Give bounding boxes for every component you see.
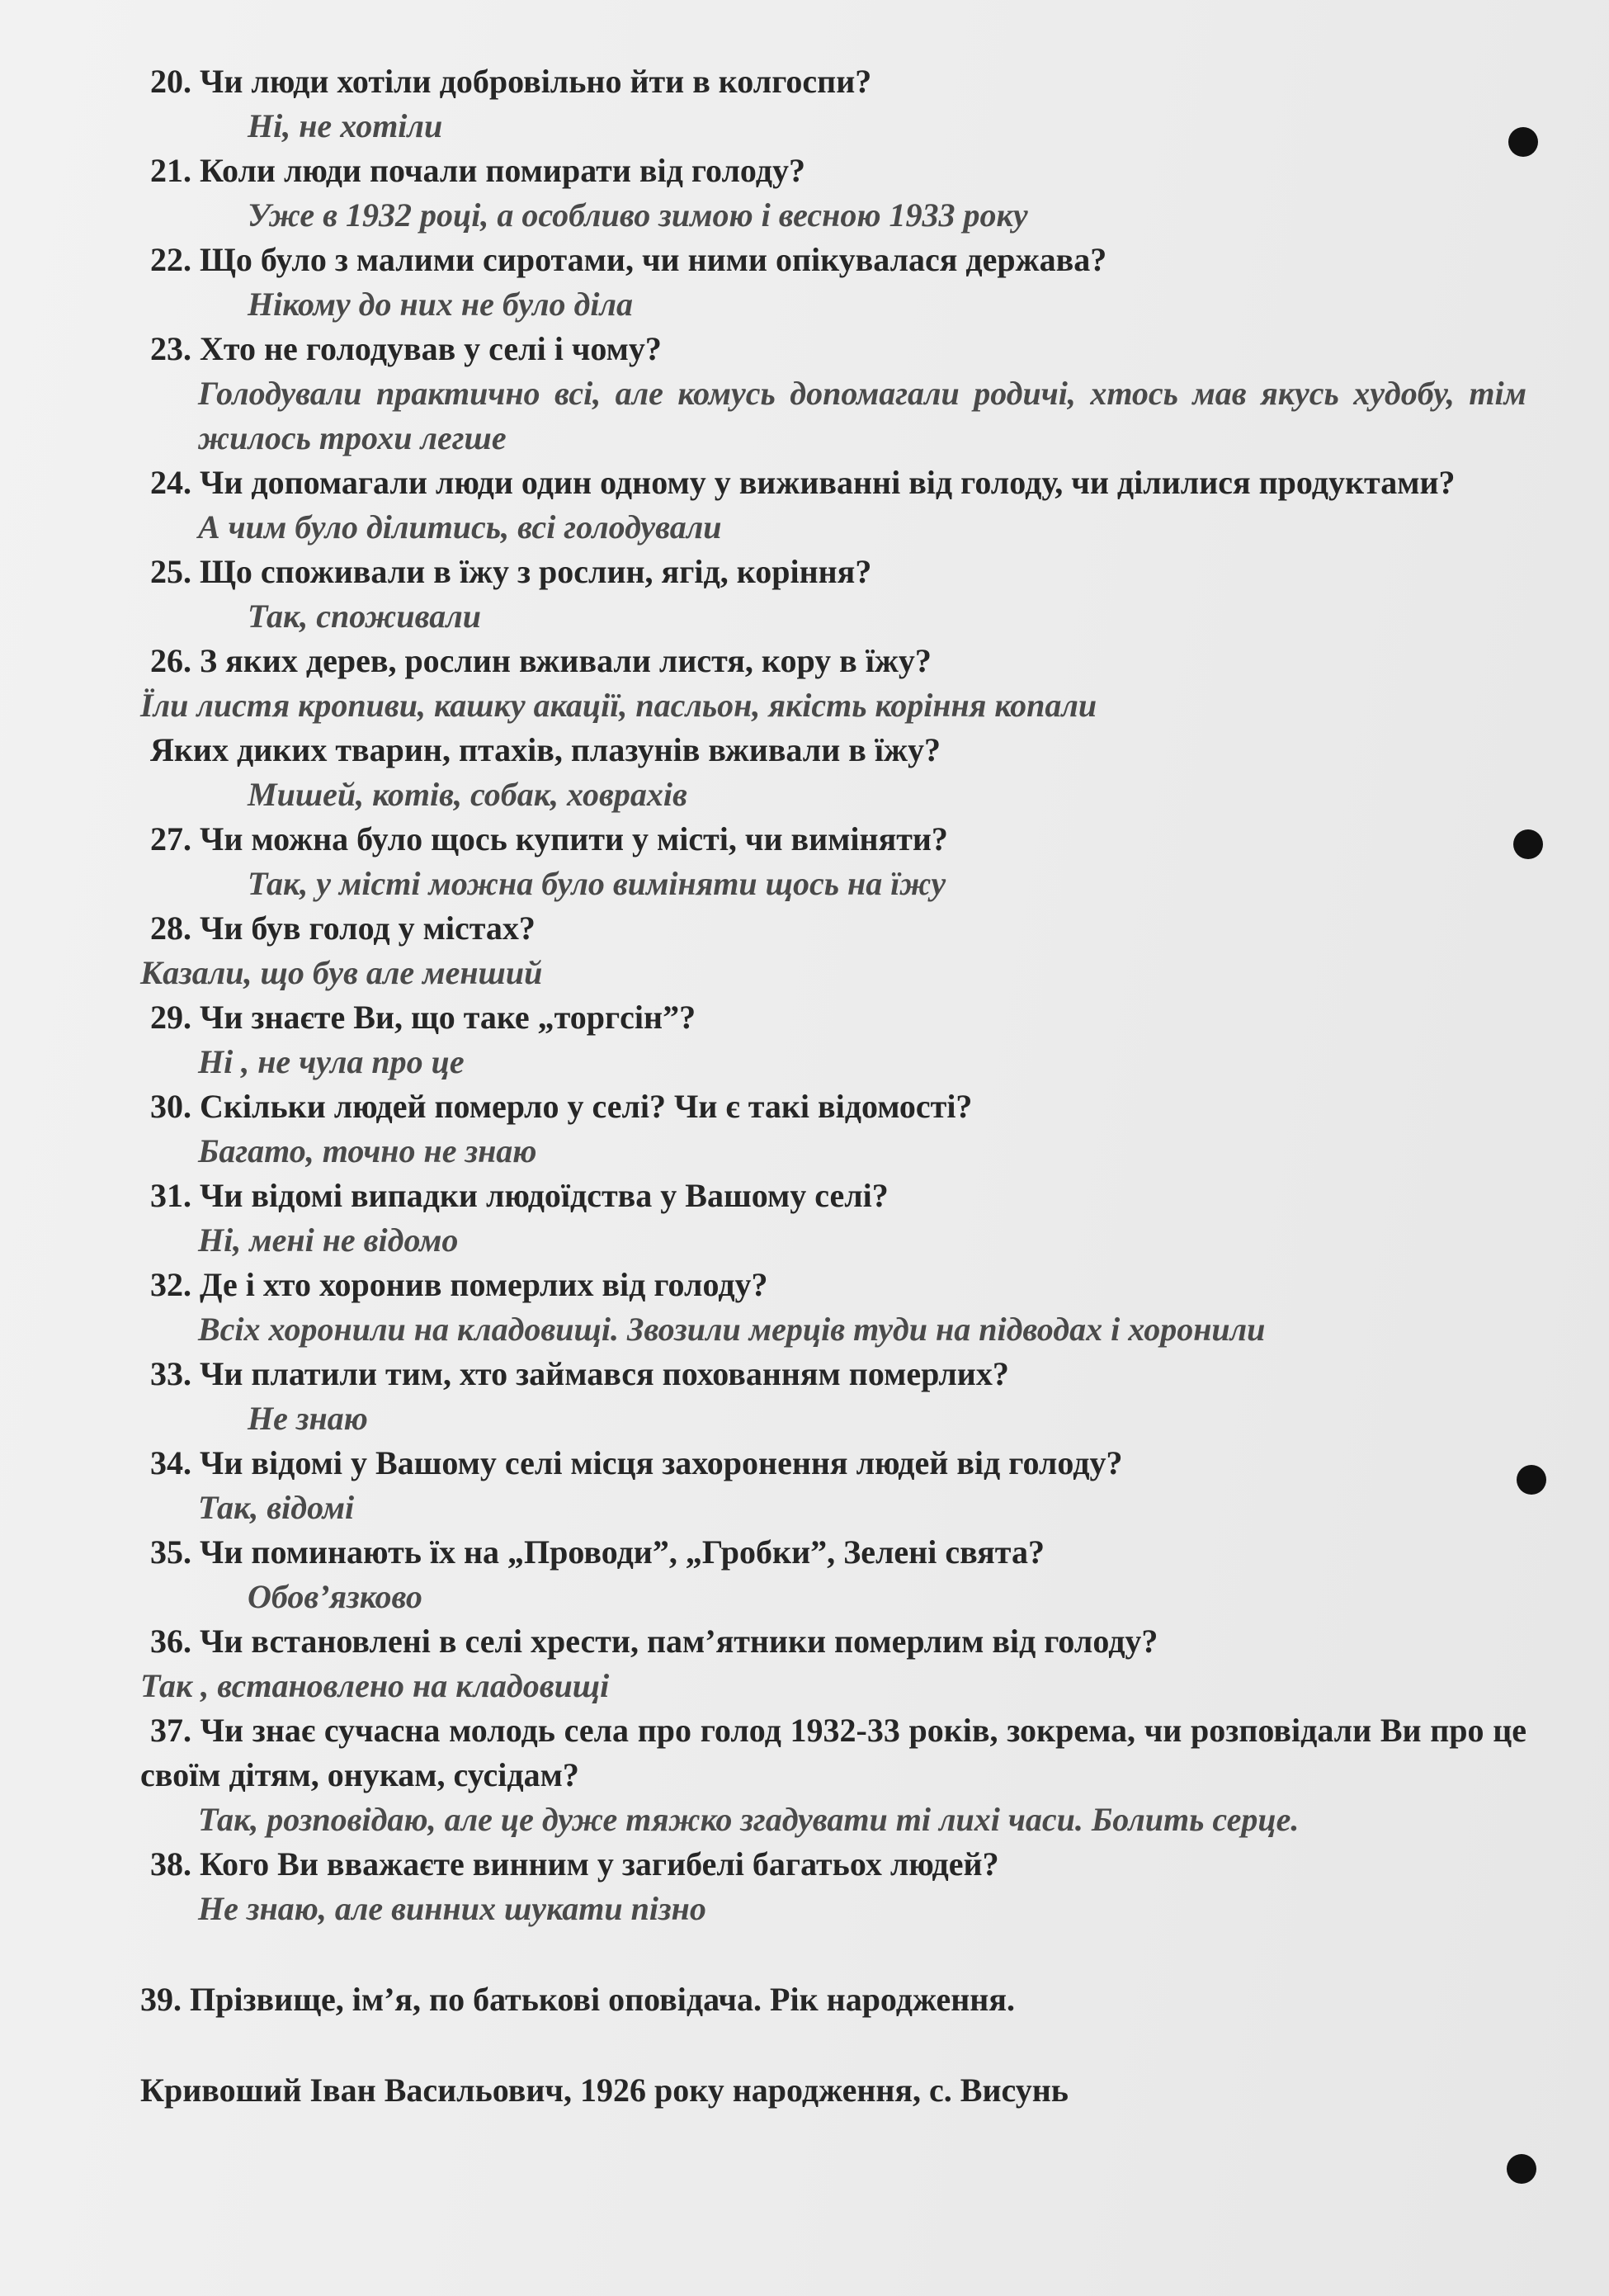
answer: Казали, що був але менший xyxy=(140,954,543,991)
question: 34. Чи відомі у Вашому селі місця захоронення людей від голоду? xyxy=(150,1444,1123,1481)
answer: Їли листя кропиви, кашку акації, пасльон, якість коріння копали xyxy=(140,687,1097,724)
question: 33. Чи платили тим, хто займався похованням померлих? xyxy=(150,1355,1009,1392)
question: 22. Що було з малими сиротами, чи ними опікувалася держава? xyxy=(150,241,1107,278)
answer: Нікому до них не було діла xyxy=(248,286,633,323)
question: 26. З яких дерев, рослин вживали листя, кору в їжу? xyxy=(150,642,932,679)
answer: Мишей, котів, собак, ховрахів xyxy=(248,776,687,813)
spacer xyxy=(140,2022,1526,2068)
answer: Голодували практично всі, але комусь допомагали родичі, хтось мав якусь худобу, тім жилось трохи легше xyxy=(198,375,1526,456)
question: 30. Скільки людей померло у селі? Чи є такі відомості? xyxy=(150,1088,973,1125)
question: 38. Кого Ви вважаєте винним у загибелі багатьох людей? xyxy=(150,1845,999,1883)
question: 36. Чи встановлені в селі хрести, пам’ятники померлим від голоду? xyxy=(150,1623,1158,1660)
answer: Так, споживали xyxy=(248,598,481,635)
answer: Ні, мені не відомо xyxy=(198,1221,459,1259)
question: 27. Чи можна було щось купити у місті, чи виміняти? xyxy=(150,820,948,857)
question: 37. Чи знає сучасна молодь села про голод 1932-33 років, зокрема, чи розповідали Ви про це своїм дітям, онукам, сусідам? xyxy=(140,1712,1526,1793)
question: 28. Чи був голод у містах? xyxy=(150,909,536,947)
final-question: 39. Прізвище, ім’я, по батькові оповідача. Рік народження. xyxy=(140,1981,1015,2018)
answer: Не знаю xyxy=(248,1400,368,1437)
answer: Так, відомі xyxy=(198,1489,355,1526)
question: 35. Чи поминають їх на „Проводи”, „Гробки”, Зелені свята? xyxy=(150,1533,1045,1571)
punch-hole xyxy=(1513,829,1543,859)
question: Яких диких тварин, птахів, плазунів вживали в їжу? xyxy=(150,731,941,768)
question: 24. Чи допомагали люди один одному у виживанні від голоду, чи ділилися продуктами? xyxy=(150,464,1456,501)
answer: Ні , не чула про це xyxy=(198,1043,465,1080)
narrator-signature: Кривоший Іван Васильович, 1926 року народження, с. Висунь xyxy=(140,2072,1069,2109)
answer: Багато, точно не знаю xyxy=(198,1132,537,1169)
question: 20. Чи люди хотіли добровільно йти в колгоспи? xyxy=(150,63,872,100)
answer: Так, у місті можна було виміняти щось на їжу xyxy=(248,865,946,902)
question: 25. Що споживали в їжу з рослин, ягід, коріння? xyxy=(150,553,872,590)
question: 31. Чи відомі випадки людоїдства у Вашому селі? xyxy=(150,1177,889,1214)
punch-hole xyxy=(1507,2154,1536,2184)
answer: Не знаю, але винних шукати пізно xyxy=(198,1890,706,1927)
question: 29. Чи знаєте Ви, що таке „торгсін”? xyxy=(150,999,696,1036)
questionnaire xyxy=(140,59,1526,1931)
question: 23. Хто не голодував у селі і чому? xyxy=(150,330,662,367)
answer: Всіх хоронили на кладовищі. Звозили мерців туди на підводах і хоронили xyxy=(198,1311,1266,1348)
answer: Обов’язково xyxy=(248,1578,422,1615)
spacer xyxy=(140,1931,1526,1977)
question: 21. Коли люди почали помирати від голоду? xyxy=(150,152,805,189)
punch-hole xyxy=(1517,1465,1546,1495)
punch-hole xyxy=(1508,127,1538,157)
answer: Уже в 1932 році, а особливо зимою і весною 1933 року xyxy=(248,196,1028,234)
answer: Так, розповідаю, але це дуже тяжко згадувати ті лихі часи. Болить серце. xyxy=(198,1801,1300,1838)
answer: А чим було ділитись, всі голодували xyxy=(198,508,722,546)
answer: Ні, не хотіли xyxy=(248,107,443,144)
answer: Так , встановлено на кладовищі xyxy=(140,1667,610,1704)
question: 32. Де і хто хоронив померлих від голоду? xyxy=(150,1266,768,1303)
